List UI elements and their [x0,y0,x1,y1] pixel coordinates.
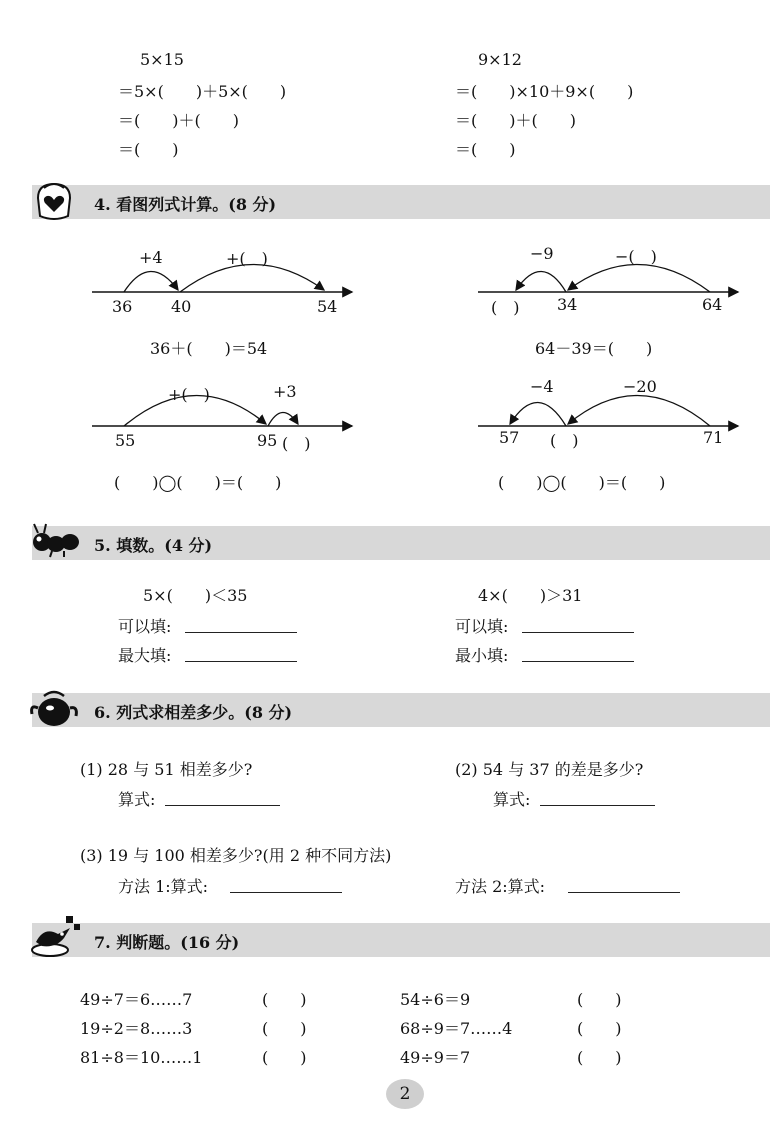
p4-arc1-label: −4 [530,377,554,396]
s6-q2-formula-label: 算式: [493,790,531,809]
prev-left-line-1: 5×15 [140,50,184,69]
s5-left-blank-2[interactable] [185,661,297,662]
p2-arc1-label: −9 [530,244,554,263]
judge-paren-5[interactable]: ( ) [577,1019,622,1038]
p3-equation: ( )◯( )＝( ) [114,473,282,492]
judge-item-5: 68÷9＝7……4 [400,1019,513,1038]
prev-right-line-4: ＝( ) [455,140,516,159]
s5-right-blank-1[interactable] [522,632,634,633]
s5-right-label-2: 最小填: [455,646,509,665]
judge-item-1: 49÷7＝6……7 [80,990,193,1009]
page-number: 2 [386,1079,424,1109]
p4-arc2-label: −20 [623,377,657,396]
p1-arc2-label: +( ) [226,249,268,268]
s6-question-3: (3) 19 与 100 相差多少?(用 2 种不同方法) [80,846,392,865]
p2-equation: 64－39＝( ) [535,339,653,358]
s6-question-2: (2) 54 与 37 的差是多少? [455,760,644,779]
number-line-diagrams [0,240,780,450]
p4-equation: ( )◯( )＝( ) [498,473,666,492]
s5-right-inequality: 4×( )＞31 [478,586,583,605]
prev-right-line-1: 9×12 [478,50,522,69]
p2-num1: ( ) [491,298,520,317]
bird-icon [26,912,82,960]
p4-num3: 71 [703,428,724,447]
s5-right-label-1: 可以填: [455,617,509,636]
heart-basket-icon [34,178,74,222]
s5-right-blank-2[interactable] [522,661,634,662]
s6-method-1-label: 方法 1:算式: [118,877,209,896]
judge-paren-4[interactable]: ( ) [577,990,622,1009]
p3-arc2-label: +3 [273,382,297,401]
prev-left-line-4: ＝( ) [118,140,179,159]
p2-arc2-label: −( ) [615,247,657,266]
p3-num3: ( ) [282,434,311,453]
judge-paren-3[interactable]: ( ) [262,1048,307,1067]
s5-left-blank-1[interactable] [185,632,297,633]
arc-2b [568,264,710,292]
teapot-icon [30,686,80,730]
p1-num2: 40 [171,297,192,316]
p3-num1: 55 [115,431,136,450]
section-7-title: 7. 判断题。(16 分) [94,933,240,952]
s6-method-2-label: 方法 2:算式: [455,877,546,896]
section-5-title: 5. 填数。(4 分) [94,536,213,555]
p2-num2: 34 [557,295,578,314]
judge-paren-6[interactable]: ( ) [577,1048,622,1067]
arc-2a [516,271,566,292]
caterpillar-icon [30,520,86,560]
prev-right-line-2: ＝( )×10＋9×( ) [455,82,634,101]
prev-right-line-3: ＝( )＋( ) [455,111,576,130]
judge-item-2: 19÷2＝8……3 [80,1019,193,1038]
judge-paren-1[interactable]: ( ) [262,990,307,1009]
prev-left-line-2: ＝5×( )＋5×( ) [118,82,287,101]
p3-arc1-label: +( ) [168,385,210,404]
s6-q1-formula-label: 算式: [118,790,156,809]
judge-paren-2[interactable]: ( ) [262,1019,307,1038]
s5-left-inequality: 5×( )＜35 [143,586,248,605]
s6-q2-answer-blank[interactable] [540,805,655,806]
p1-arc1-label: +4 [139,248,163,267]
arc-4a [510,402,566,426]
p1-equation: 36＋( )＝54 [150,339,268,358]
arc-4b [568,395,710,426]
judge-item-4: 54÷6＝9 [400,990,471,1009]
section-6-title: 6. 列式求相差多少。(8 分) [94,703,293,722]
prev-left-line-3: ＝( )＋( ) [118,111,239,130]
p4-num1: 57 [499,428,520,447]
p1-num1: 36 [112,297,133,316]
judge-item-6: 49÷9＝7 [400,1048,471,1067]
s6-q1-answer-blank[interactable] [165,805,280,806]
s6-question-1: (1) 28 与 51 相差多少? [80,760,253,779]
judge-item-3: 81÷8＝10……1 [80,1048,203,1067]
s6-method-2-blank[interactable] [568,892,680,893]
s5-left-label-1: 可以填: [118,617,172,636]
p2-num3: 64 [702,295,723,314]
section-4-title: 4. 看图列式计算。(8 分) [94,195,277,214]
arc-3b [268,412,298,426]
s6-method-1-blank[interactable] [230,892,342,893]
arc-1a [124,271,178,292]
p1-num3: 54 [317,297,338,316]
p3-num2: 95 [257,431,278,450]
p4-num2: ( ) [550,431,579,450]
s5-left-label-2: 最大填: [118,646,172,665]
